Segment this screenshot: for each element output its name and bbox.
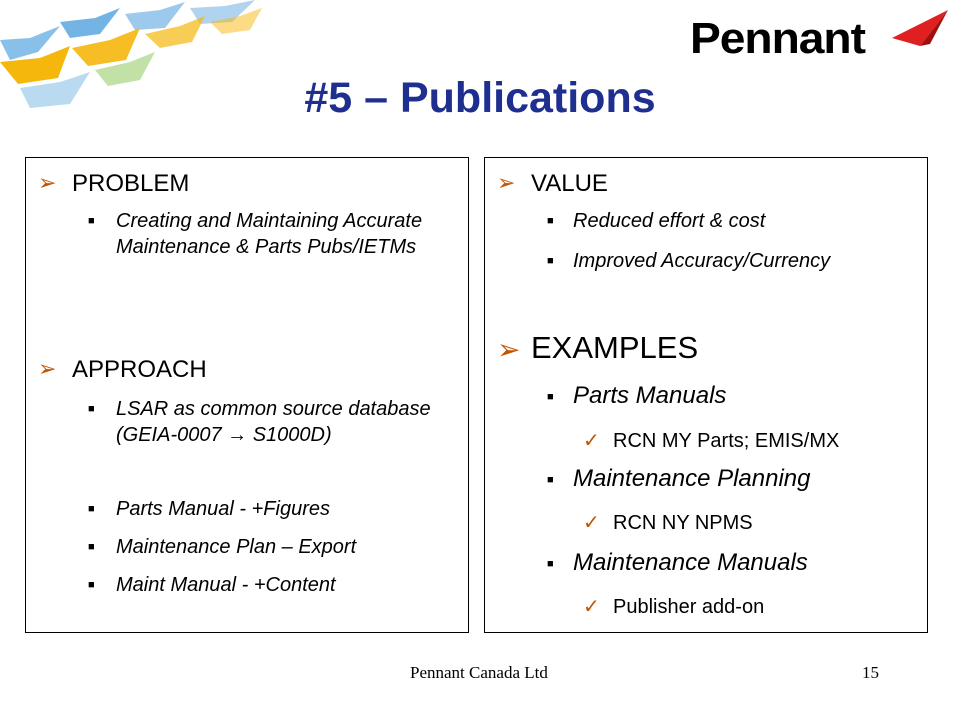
- example-label: Maintenance Planning: [573, 465, 811, 492]
- example-detail: RCN MY Parts; EMIS/MX: [613, 430, 840, 452]
- approach-item: Parts Manual - +Figures: [116, 498, 330, 520]
- example-detail: Publisher add-on: [613, 596, 765, 618]
- approach-item: Maint Manual - +Content: [116, 574, 336, 596]
- pennant-logo: [690, 8, 952, 66]
- arrowhead-bullet-icon: ➢: [497, 170, 516, 195]
- checkmark-icon: ✓: [583, 512, 600, 534]
- square-bullet-icon: ■: [88, 541, 95, 553]
- arrowhead-bullet-icon: ➢: [38, 356, 57, 381]
- approach-item: LSAR as common source database (GEIA-0007 → S1000D): [116, 398, 431, 446]
- example-label: Maintenance Manuals: [573, 549, 808, 576]
- square-bullet-icon: ■: [88, 403, 95, 415]
- square-bullet-icon: ■: [547, 558, 554, 570]
- example-label: Parts Manuals: [573, 382, 727, 409]
- examples-heading: EXAMPLES: [531, 330, 699, 365]
- value-heading: VALUE: [531, 170, 608, 197]
- square-bullet-icon: ■: [547, 215, 554, 227]
- checkmark-icon: ✓: [583, 596, 600, 618]
- problem-heading: PROBLEM: [72, 170, 190, 197]
- page-number: 15: [862, 663, 879, 682]
- square-bullet-icon: ■: [547, 391, 554, 403]
- square-bullet-icon: ■: [88, 215, 95, 227]
- checkmark-icon: ✓: [583, 430, 600, 452]
- problem-item: Creating and Maintaining Accurate Maintenance & Parts Pubs/IETMs: [116, 210, 423, 258]
- approach-item: Maintenance Plan – Export: [116, 536, 357, 558]
- square-bullet-icon: ■: [547, 255, 554, 267]
- value-item: Improved Accuracy/Currency: [573, 250, 831, 272]
- value-item: Reduced effort & cost: [573, 210, 766, 232]
- right-content-box: [484, 157, 928, 633]
- arrowhead-bullet-icon: ➢: [38, 170, 57, 195]
- logo-pennant-flag-icon: [890, 8, 950, 48]
- square-bullet-icon: ■: [88, 503, 95, 515]
- square-bullet-icon: ■: [88, 579, 95, 591]
- arrowhead-bullet-icon: ➢: [497, 334, 521, 365]
- example-detail: RCN NY NPMS: [613, 512, 753, 534]
- logo-wordmark: Pennant: [690, 14, 865, 63]
- footer-company: Pennant Canada Ltd: [410, 663, 548, 682]
- slide-title: #5 – Publications: [304, 74, 656, 122]
- square-bullet-icon: ■: [547, 474, 554, 486]
- left-content-box: [25, 157, 469, 633]
- approach-heading: APPROACH: [72, 356, 207, 383]
